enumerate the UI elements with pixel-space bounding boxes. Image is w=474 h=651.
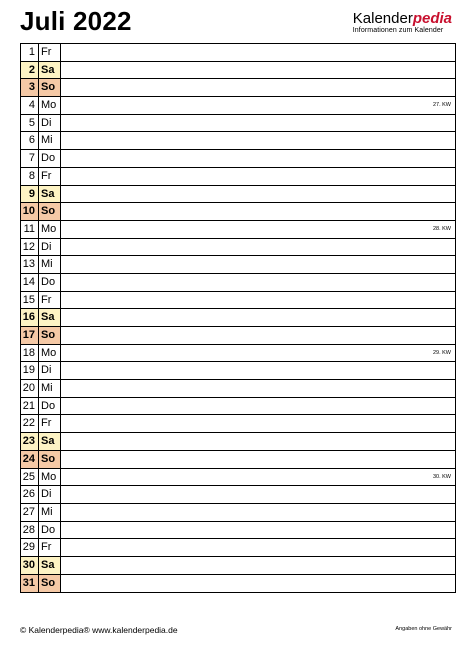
note-cell[interactable] — [61, 150, 455, 167]
brand-name-accent: pedia — [412, 10, 452, 27]
weekday-label: Sa — [39, 557, 61, 574]
note-cell[interactable] — [61, 451, 455, 468]
brand-tagline: Informationen zum Kalender — [352, 27, 444, 34]
calendar-row — [21, 557, 455, 575]
calendar-row — [21, 469, 455, 487]
day-number: 25 — [21, 469, 39, 486]
day-number: 24 — [21, 451, 39, 468]
weekday-label: Mi — [39, 380, 61, 397]
note-cell[interactable] — [61, 115, 455, 132]
weekday-label: Fr — [39, 539, 61, 556]
note-cell[interactable] — [61, 186, 455, 203]
calendar-row — [21, 97, 455, 115]
note-cell[interactable] — [61, 539, 455, 556]
weekday-label: Di — [39, 115, 61, 132]
day-number: 27 — [21, 504, 39, 521]
calendar-row — [21, 256, 455, 274]
weekday-label: Di — [39, 486, 61, 503]
weekday-label: Sa — [39, 186, 61, 203]
day-number: 17 — [21, 327, 39, 344]
calendar-row — [21, 362, 455, 380]
weekday-label: Do — [39, 274, 61, 291]
note-cell[interactable] — [61, 362, 455, 379]
note-cell[interactable] — [61, 203, 455, 220]
calendar-week-label: 29. KW — [432, 349, 451, 356]
day-number: 21 — [21, 398, 39, 415]
calendar-row — [21, 415, 455, 433]
note-cell[interactable] — [61, 256, 455, 273]
note-cell[interactable] — [61, 44, 455, 61]
day-number: 14 — [21, 274, 39, 291]
weekday-label: So — [39, 575, 61, 593]
day-number: 9 — [21, 186, 39, 203]
calendar-week-label: 28. KW — [432, 225, 451, 232]
note-cell[interactable] — [61, 557, 455, 574]
day-number: 26 — [21, 486, 39, 503]
calendar-row — [21, 345, 455, 363]
calendar-row — [21, 221, 455, 239]
weekday-label: Sa — [39, 62, 61, 79]
footer-copyright: © Kalenderpedia® www.kalenderpedia.de — [20, 625, 178, 635]
day-number: 15 — [21, 292, 39, 309]
note-cell[interactable] — [61, 522, 455, 539]
weekday-label: Sa — [39, 309, 61, 326]
calendar-row — [21, 115, 455, 133]
day-number: 6 — [21, 132, 39, 149]
note-cell[interactable] — [61, 504, 455, 521]
calendar-row — [21, 451, 455, 469]
note-cell[interactable] — [61, 380, 455, 397]
day-number: 12 — [21, 239, 39, 256]
weekday-label: Do — [39, 150, 61, 167]
note-cell[interactable] — [61, 274, 455, 291]
note-cell[interactable] — [61, 398, 455, 415]
day-number: 23 — [21, 433, 39, 450]
calendar-row — [21, 132, 455, 150]
calendar-row — [21, 309, 455, 327]
day-number: 10 — [21, 203, 39, 220]
calendar-row — [21, 522, 455, 540]
weekday-label: Mi — [39, 504, 61, 521]
weekday-label: Fr — [39, 168, 61, 185]
calendar-row — [21, 186, 455, 204]
calendar-row — [21, 433, 455, 451]
weekday-label: Di — [39, 362, 61, 379]
calendar-row — [21, 380, 455, 398]
calendar-row — [21, 239, 455, 257]
note-cell[interactable] — [61, 327, 455, 344]
weekday-label: So — [39, 327, 61, 344]
note-cell[interactable] — [61, 97, 455, 114]
day-number: 1 — [21, 44, 39, 61]
day-number: 28 — [21, 522, 39, 539]
weekday-label: Sa — [39, 433, 61, 450]
note-cell[interactable] — [61, 168, 455, 185]
weekday-label: Mi — [39, 256, 61, 273]
weekday-label: Do — [39, 522, 61, 539]
weekday-label: Mo — [39, 469, 61, 486]
calendar-row — [21, 150, 455, 168]
weekday-label: Mo — [39, 97, 61, 114]
note-cell[interactable] — [61, 239, 455, 256]
weekday-label: Do — [39, 398, 61, 415]
brand-name-main: Kalender — [352, 10, 413, 27]
calendar-table — [20, 43, 456, 593]
note-cell[interactable] — [61, 79, 455, 96]
day-number: 11 — [21, 221, 39, 238]
day-number: 18 — [21, 345, 39, 362]
calendar-row — [21, 327, 455, 345]
weekday-label: So — [39, 203, 61, 220]
calendar-row — [21, 274, 455, 292]
calendar-week-label: 27. KW — [432, 102, 451, 109]
weekday-label: Di — [39, 239, 61, 256]
day-number: 16 — [21, 309, 39, 326]
calendar-row — [21, 62, 455, 80]
calendar-row — [21, 398, 455, 416]
calendar-row — [21, 486, 455, 504]
day-number: 2 — [21, 62, 39, 79]
weekday-label: So — [39, 79, 61, 96]
weekday-label: Fr — [39, 415, 61, 432]
calendar-row — [21, 292, 455, 310]
day-number: 20 — [21, 380, 39, 397]
note-cell[interactable] — [61, 469, 455, 486]
note-cell[interactable] — [61, 221, 455, 238]
note-cell[interactable] — [61, 575, 455, 593]
weekday-label: Mi — [39, 132, 61, 149]
calendar-row — [21, 44, 455, 62]
day-number: 5 — [21, 115, 39, 132]
day-number: 19 — [21, 362, 39, 379]
calendar-row — [21, 79, 455, 97]
day-number: 22 — [21, 415, 39, 432]
day-number: 31 — [21, 575, 39, 593]
calendar-row — [21, 539, 455, 557]
day-number: 3 — [21, 79, 39, 96]
day-number: 8 — [21, 168, 39, 185]
day-number: 29 — [21, 539, 39, 556]
page-title: Juli 2022 — [20, 6, 132, 36]
note-cell[interactable] — [61, 433, 455, 450]
note-cell[interactable] — [61, 345, 455, 362]
weekday-label: So — [39, 451, 61, 468]
day-number: 4 — [21, 97, 39, 114]
note-cell[interactable] — [61, 415, 455, 432]
brand-name — [353, 11, 452, 26]
calendar-row — [21, 203, 455, 221]
day-number: 30 — [21, 557, 39, 574]
weekday-label: Mo — [39, 221, 61, 238]
calendar-row — [21, 168, 455, 186]
weekday-label: Fr — [39, 44, 61, 61]
footer-disclaimer: Angaben ohne Gewähr — [395, 626, 452, 632]
weekday-label: Mo — [39, 345, 61, 362]
note-cell[interactable] — [61, 62, 455, 79]
note-cell[interactable] — [61, 132, 455, 149]
day-number: 13 — [21, 256, 39, 273]
calendar-row — [21, 504, 455, 522]
day-number: 7 — [21, 150, 39, 167]
note-cell[interactable] — [61, 309, 455, 326]
calendar-week-label: 30. KW — [432, 473, 451, 480]
note-cell[interactable] — [61, 292, 455, 309]
brand-logo — [353, 11, 452, 35]
note-cell[interactable] — [61, 486, 455, 503]
calendar-row — [21, 575, 455, 593]
weekday-label: Fr — [39, 292, 61, 309]
